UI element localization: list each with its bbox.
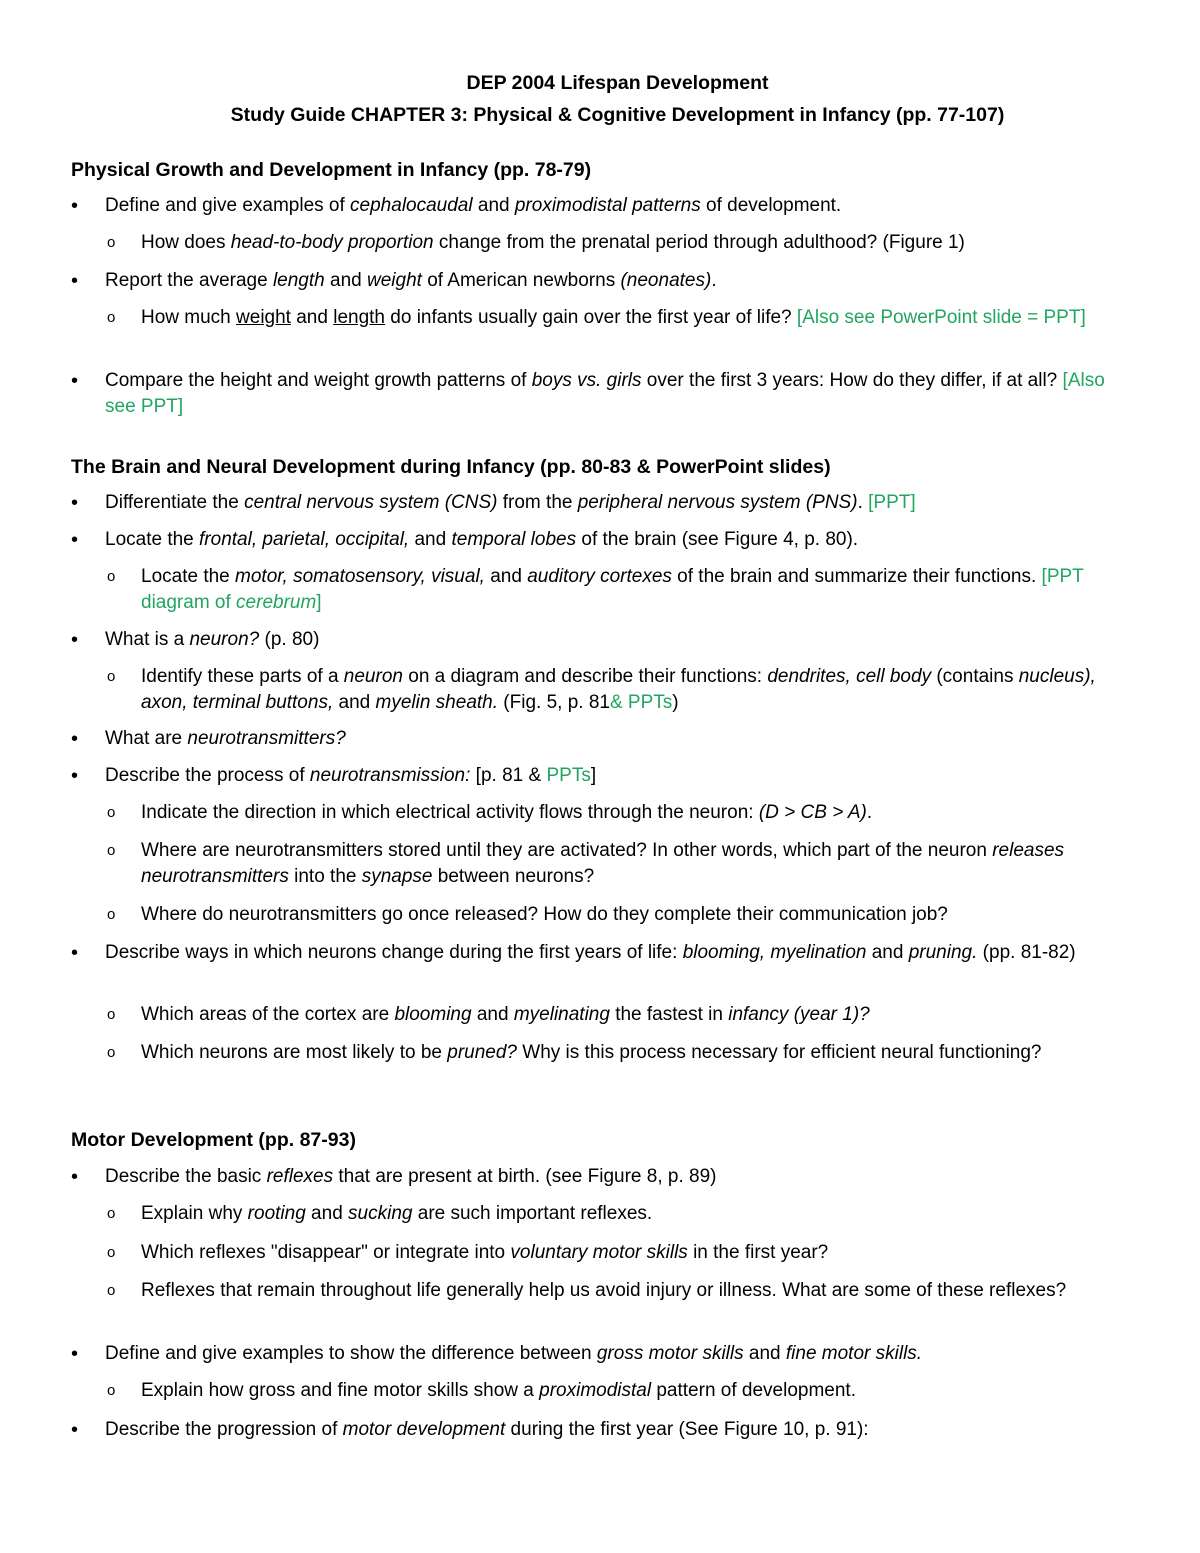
sub-bullet: o bbox=[107, 1282, 116, 1299]
item-text: What are neurotransmitters? bbox=[105, 728, 346, 749]
bullet: • bbox=[71, 370, 79, 392]
list-item bbox=[107, 1278, 1131, 1304]
item-text: Compare the height and weight growth patterns of boys vs. girls over the first 3 years: How do they differ, if at all? bbox=[105, 370, 1058, 391]
item-text-tail: ] bbox=[590, 765, 597, 786]
list-item bbox=[107, 1378, 1131, 1404]
item-text: Describe the process of neurotransmission: [p. 81 & bbox=[105, 765, 542, 786]
item-text: Identify these parts of a neuron on a diagram and describe their functions: dendrites, cell body (contains nucleus), axon, terminal buttons, and myelin sheath. (Fig. 5, p. 81 bbox=[141, 666, 1096, 713]
list-item bbox=[71, 193, 1135, 219]
sub-bullet: o bbox=[107, 906, 116, 923]
list-item bbox=[71, 940, 1135, 966]
sub-bullet: o bbox=[107, 309, 116, 326]
list-item bbox=[107, 902, 1131, 928]
item-text: Describe ways in which neurons change during the first years of life: blooming, myelination and pruning. (pp. 81-82) bbox=[105, 942, 1076, 963]
item-text: Describe the progression of motor development during the first year (See Figure 10, p. 91): bbox=[105, 1419, 869, 1440]
list-item bbox=[71, 763, 1135, 789]
list-item bbox=[71, 268, 1135, 294]
sub-bullet: o bbox=[107, 842, 116, 859]
list-item bbox=[107, 1002, 1131, 1028]
list-item bbox=[71, 490, 1135, 516]
list-item bbox=[107, 1201, 1131, 1227]
item-text: Describe the basic reflexes that are present at birth. (see Figure 8, p. 89) bbox=[105, 1166, 717, 1187]
ppt-note: PPTs bbox=[546, 765, 591, 786]
list-item bbox=[107, 1040, 1131, 1066]
ppt-note: [PPT] bbox=[868, 492, 916, 513]
bullet: • bbox=[71, 270, 79, 292]
bullet: • bbox=[71, 728, 79, 750]
bullet: • bbox=[71, 1343, 79, 1365]
bullet: • bbox=[71, 1419, 79, 1441]
list-item bbox=[107, 1240, 1131, 1266]
item-text: Locate the frontal, parietal, occipital, and temporal lobes of the brain (see Figure 4, p. 80). bbox=[105, 529, 859, 550]
bullet: • bbox=[71, 529, 79, 551]
sub-bullet: o bbox=[107, 1205, 116, 1222]
item-text: Differentiate the central nervous system (CNS) from the peripheral nervous system (PNS). bbox=[105, 492, 863, 513]
item-text: Define and give examples to show the difference between gross motor skills and fine motor skills. bbox=[105, 1343, 923, 1364]
bullet: • bbox=[71, 492, 79, 514]
item-text: Where are neurotransmitters stored until they are activated? In other words, which part of the neuron releases neurotransmitters into the synapse between neurons? bbox=[141, 840, 1065, 887]
item-text: Indicate the direction in which electrical activity flows through the neuron: (D > CB > A). bbox=[141, 802, 873, 823]
section-heading-motor-development: Motor Development (pp. 87-93) bbox=[71, 1129, 356, 1151]
list-item bbox=[107, 838, 1131, 890]
item-text: Report the average length and weight of American newborns (neonates). bbox=[105, 270, 717, 291]
list-item bbox=[107, 305, 1131, 331]
bullet: • bbox=[71, 629, 79, 651]
sub-bullet: o bbox=[107, 804, 116, 821]
item-text: How does head-to-body proportion change from the prenatal period through adulthood? (Figure 1) bbox=[141, 232, 965, 253]
bullet: • bbox=[71, 195, 79, 217]
item-text-tail: ) bbox=[672, 692, 679, 713]
sub-bullet: o bbox=[107, 234, 116, 251]
document-subtitle: Study Guide CHAPTER 3: Physical & Cognitive Development in Infancy (pp. 77-107) bbox=[230, 104, 1005, 126]
item-text: Define and give examples of cephalocaudal and proximodistal patterns of development. bbox=[105, 195, 842, 216]
list-item bbox=[107, 564, 1131, 616]
document-title: DEP 2004 Lifespan Development bbox=[466, 72, 769, 94]
item-text: Which areas of the cortex are blooming and myelinating the fastest in infancy (year 1)? bbox=[141, 1004, 870, 1025]
list-item bbox=[71, 527, 1135, 553]
item-text: What is a neuron? (p. 80) bbox=[105, 629, 320, 650]
list-item bbox=[71, 1417, 1135, 1443]
list-item bbox=[71, 1341, 1135, 1367]
ppt-note: & PPTs bbox=[609, 692, 673, 713]
list-item bbox=[71, 368, 1135, 420]
item-text: How much weight and length do infants usually gain over the first year of life? bbox=[141, 307, 792, 328]
ppt-note: [PPT diagram of cerebrum] bbox=[141, 566, 1084, 613]
sub-bullet: o bbox=[107, 1044, 116, 1061]
bullet: • bbox=[71, 1166, 79, 1188]
bullet: • bbox=[71, 942, 79, 964]
sub-bullet: o bbox=[107, 1244, 116, 1261]
list-item bbox=[107, 230, 1131, 256]
sub-bullet: o bbox=[107, 668, 116, 685]
item-text: Explain why rooting and sucking are such important reflexes. bbox=[141, 1203, 653, 1224]
section-heading-brain-neural: The Brain and Neural Development during Infancy (pp. 80-83 & PowerPoint slides) bbox=[71, 456, 831, 478]
item-text: Reflexes that remain throughout life generally help us avoid injury or illness. What are some of these reflexes? bbox=[141, 1280, 1067, 1301]
sub-bullet: o bbox=[107, 568, 116, 585]
item-text: Explain how gross and fine motor skills show a proximodistal pattern of development. bbox=[141, 1380, 856, 1401]
sub-bullet: o bbox=[107, 1382, 116, 1399]
item-text: Locate the motor, somatosensory, visual, and auditory cortexes of the brain and summarize their functions. bbox=[141, 566, 1037, 587]
list-item bbox=[71, 726, 1135, 752]
item-text: Which reflexes "disappear" or integrate into voluntary motor skills in the first year? bbox=[141, 1242, 829, 1263]
list-item bbox=[107, 664, 1131, 716]
bullet: • bbox=[71, 765, 79, 787]
sub-bullet: o bbox=[107, 1006, 116, 1023]
section-heading-physical-growth: Physical Growth and Development in Infancy (pp. 78-79) bbox=[71, 159, 592, 181]
list-item bbox=[107, 800, 1131, 826]
item-text: Where do neurotransmitters go once released? How do they complete their communication job? bbox=[141, 904, 948, 925]
list-item bbox=[71, 627, 1135, 653]
item-text: Which neurons are most likely to be pruned? Why is this process necessary for efficient neural functioning? bbox=[141, 1042, 1042, 1063]
list-item bbox=[71, 1164, 1135, 1190]
ppt-note: [Also see PowerPoint slide = PPT] bbox=[796, 307, 1086, 328]
ppt-note: [Also see PPT] bbox=[105, 370, 1105, 417]
